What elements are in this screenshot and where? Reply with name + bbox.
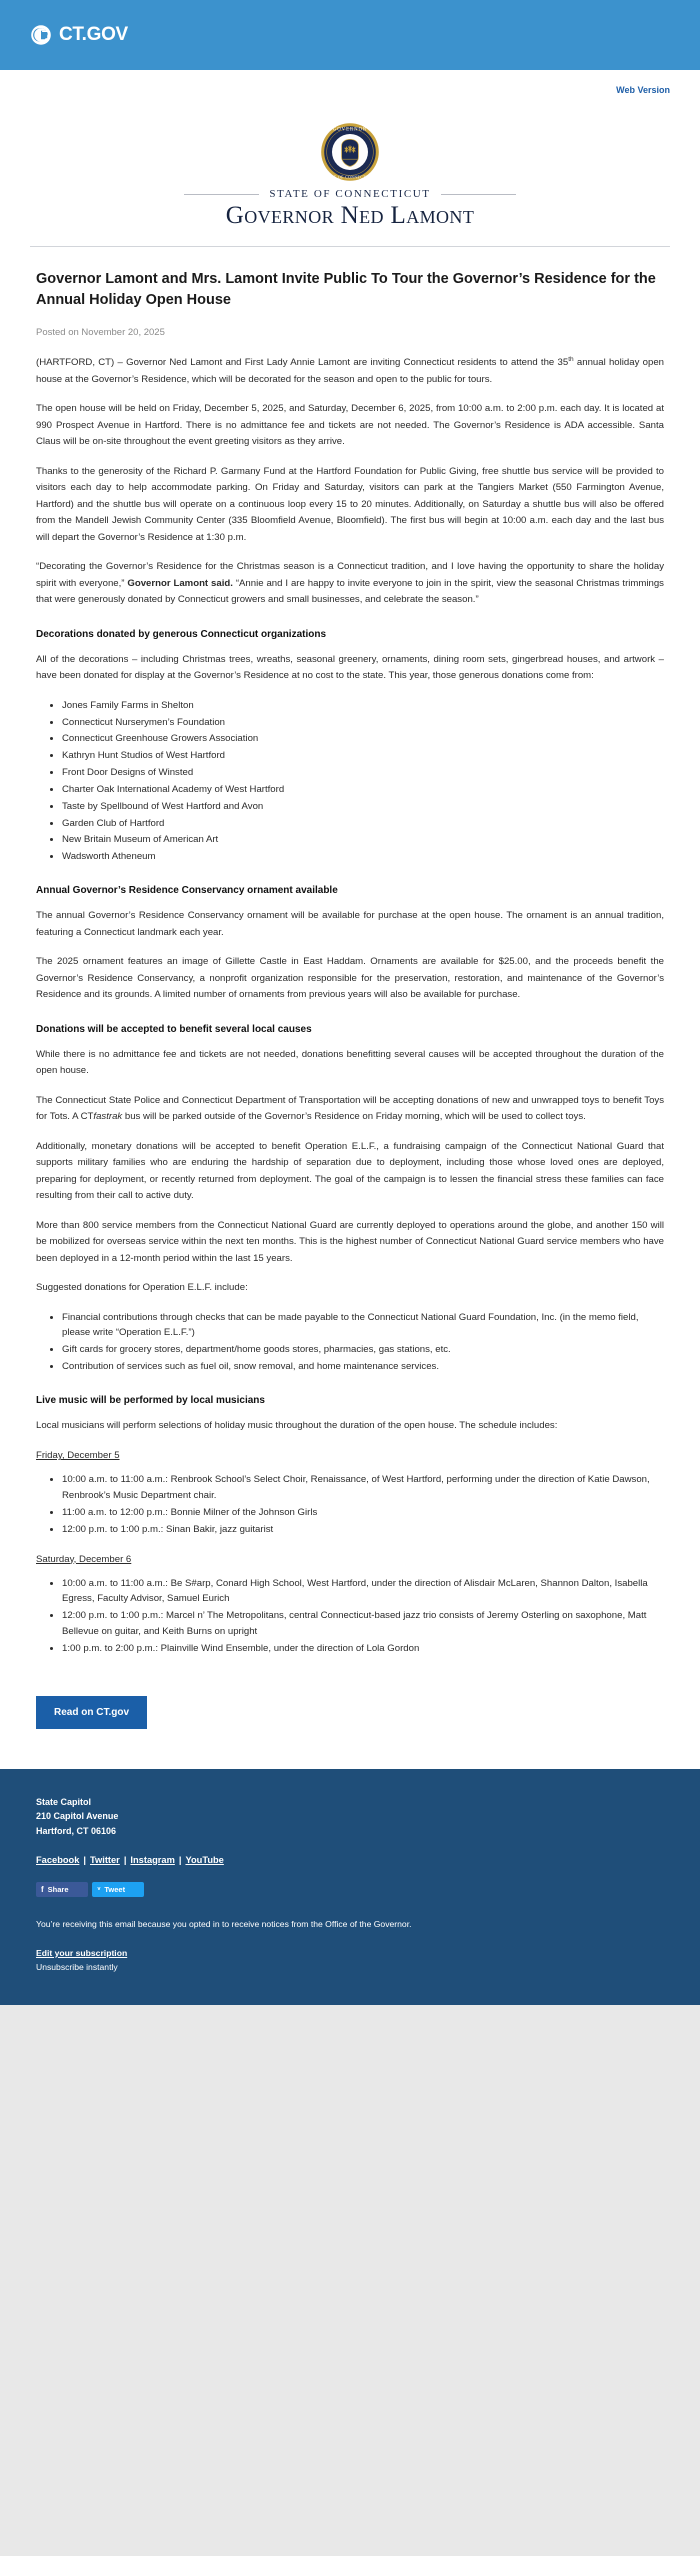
twitter-share-button[interactable] bbox=[92, 1882, 144, 1897]
rule-right bbox=[441, 194, 516, 195]
list-item: • Kathryn Hunt Studios of West Hartford bbox=[62, 748, 664, 764]
list-item: • Jones Family Farms in Shelton bbox=[62, 698, 664, 714]
address-line-3: Hartford, CT 06106 bbox=[36, 1825, 117, 1836]
facebook-icon: f bbox=[41, 1884, 44, 1894]
posted-date: Posted on November 20, 2025 bbox=[36, 327, 165, 339]
svg-text:GOVERNOR: GOVERNOR bbox=[332, 127, 368, 133]
separator-3: | bbox=[178, 1854, 182, 1865]
read-on-ctgov-button[interactable]: Read on CT.gov bbox=[36, 1696, 147, 1729]
footer-address bbox=[36, 1795, 664, 1839]
state-label: STATE OF CONNECTICUT bbox=[269, 188, 431, 200]
governor-name: Governor Ned Lamont bbox=[225, 202, 475, 229]
paragraph-decorations: All of the decorations – including Christmas trees, wreaths, seasonal greenery, ornaments, dining room sets, gingerbread houses, and artwork – have been donated for display at the Governor’s Residence at no cost to the state. This year, those generous donations come from: bbox=[36, 653, 664, 682]
quote-part-a: “Decorating the Governor’s Residence for the Christmas season is a Connecticut tradition, and I love having the opportunity to share the holiday spirit with everyone,” bbox=[36, 561, 664, 589]
footer-social-links bbox=[36, 1855, 664, 1865]
footer-subscription-links bbox=[36, 1946, 664, 1975]
paragraph-quote bbox=[36, 559, 664, 609]
facebook-share-label: Share bbox=[47, 1885, 69, 1894]
elf-donation-list bbox=[36, 1310, 664, 1375]
donor-list bbox=[36, 698, 664, 865]
youtube-link[interactable]: YouTube bbox=[185, 1854, 224, 1865]
ctgov-logo[interactable] bbox=[30, 24, 128, 46]
footer-notice: You’re receiving this email because you opted in to receive notices from the Office of the Governor. bbox=[36, 1919, 412, 1929]
list-item: • Taste by Spellbound of West Hartford and Avon bbox=[62, 799, 664, 815]
list-item: • Contribution of services such as fuel oil, snow removal, and home maintenance services. bbox=[62, 1359, 664, 1375]
paragraph-elf-intro: Suggested donations for Operation E.L.F. include: bbox=[36, 1282, 248, 1293]
state-seal-icon bbox=[320, 122, 380, 182]
list-item: • New Britain Museum of American Art bbox=[62, 832, 664, 848]
list-item: • Garden Club of Hartford bbox=[62, 816, 664, 832]
list-item: • Front Door Designs of Winsted bbox=[62, 765, 664, 781]
address-line-2: 210 Capitol Avenue bbox=[36, 1811, 119, 1822]
separator-1: | bbox=[83, 1854, 87, 1865]
masthead bbox=[0, 102, 700, 247]
paragraph-intro bbox=[36, 354, 664, 388]
p1-part-a: (HARTFORD, CT) – Governor Ned Lamont and First Lady Annie Lamont are inviting Connecticut residents to attend the 35 bbox=[36, 357, 569, 369]
svg-text:STATE OF CONNECTICUT: STATE OF CONNECTICUT bbox=[323, 175, 377, 180]
rule-left bbox=[184, 194, 259, 195]
paragraph-shuttle: Thanks to the generosity of the Richard P. Garmany Fund at the Hartford Foundation for Public Giving, free shuttle bus service will be provided to visitors each day to help accommodate parking. On Friday and Saturday, visitors can park at the Tangiers Market (550 Farmington Avenue, Hartford) and the shuttle bus will operate on a continuous loop every 15 to 20 minutes. Additionally, on Saturday a shuttle bus will also be offered from the Mandell Jewish Community Center (335 Bloomfield Avenue, Bloomfield). The first bus will begin at 10:00 a.m. each day and the last bus will depart the Governor’s Residence at 1:30 p.m. bbox=[36, 465, 664, 543]
list-item: • Connecticut Greenhouse Growers Association bbox=[62, 731, 664, 747]
separator-2: | bbox=[123, 1854, 127, 1865]
web-version-row bbox=[0, 70, 700, 102]
list-item: • Financial contributions through checks that can be made payable to the Connecticut National Guard Foundation, Inc. (in the memo field, please write “Operation E.L.F.”) bbox=[62, 1310, 664, 1342]
quote-part-b: “Annie and I are happy to invite everyone to join in the spirit, view the seasonal Christmas trimmings that were generously donated by Connecticut growers and small businesses, and celebrate the season.” bbox=[36, 577, 664, 606]
p8-part-b: bus will be parked outside of the Governor’s Residence on Friday morning, which will be used to collect toys. bbox=[122, 1111, 586, 1122]
paragraph-toys-for-tots bbox=[36, 1093, 664, 1126]
quote-attribution: Governor Lamont said. bbox=[127, 577, 233, 589]
ctgov-logo-text: CT.GOV bbox=[59, 24, 128, 45]
list-item: • 1:00 p.m. to 2:00 p.m.: Plainville Wind Ensemble, under the direction of Lola Gordon bbox=[62, 1641, 664, 1657]
paragraph-live-music: Local musicians will perform selections of holiday music throughout the duration of the open house. The schedule includes: bbox=[36, 1419, 558, 1431]
schedule-day-saturday: Saturday, December 6 bbox=[36, 1553, 132, 1565]
ct-logo-icon bbox=[30, 24, 52, 46]
subheading-ornament: Annual Governor’s Residence Conservancy ornament available bbox=[36, 885, 338, 896]
list-item: • 10:00 a.m. to 11:00 a.m.: Be S#arp, Conard High School, West Hartford, under the direction of Alisdair McLaren, Shannon Dalton, Isabella Egress, Faculty Advisor, Samuel Eurich bbox=[62, 1576, 664, 1608]
p1-part-b: annual holiday open house at the Governor’s Residence, which will be decorated for the season and open to the public for tours. bbox=[36, 357, 664, 385]
facebook-link[interactable]: Facebook bbox=[36, 1854, 80, 1865]
web-version-link[interactable]: Web Version bbox=[616, 85, 670, 95]
list-item: • Wadsworth Atheneum bbox=[62, 849, 664, 865]
edit-subscription-link[interactable]: Edit your subscription bbox=[36, 1947, 128, 1958]
instagram-link[interactable]: Instagram bbox=[130, 1854, 175, 1865]
list-item: • Connecticut Nurserymen’s Foundation bbox=[62, 715, 664, 731]
list-item: • 11:00 a.m. to 12:00 p.m.: Bonnie Milner of the Johnson Girls bbox=[62, 1505, 664, 1521]
paragraph-openhouse-details: The open house will be held on Friday, December 5, 2025, and Saturday, December 6, 2025, from 10:00 a.m. to 2:00 p.m. each day. It is located at 990 Prospect Avenue in Hartford. There is no admittance fee and tickets are not needed. The Governor’s Residence is ADA accessible. Santa Claus will be on-site throughout the event greeting visitors as they arrive. bbox=[36, 403, 664, 448]
article bbox=[0, 247, 700, 1657]
twitter-link[interactable]: Twitter bbox=[90, 1854, 120, 1865]
cta-container bbox=[0, 1670, 700, 1729]
paragraph-ornament-2: The 2025 ornament features an image of Gillette Castle in East Haddam. Ornaments are available for $25.00, and the proceeds benefit the Governor’s Residence Conservancy, a nonprofit organization responsible for the preservation, restoration, and maintenance of the Governor’s Residence and its grounds. A limited number of ornaments from previous years will also be available for purchase. bbox=[36, 956, 664, 1000]
subheading-donations: Donations will be accepted to benefit several local causes bbox=[36, 1023, 312, 1035]
paragraph-ornament-1: The annual Governor’s Residence Conservancy ornament will be available for purchase at the open house. The ornament is an annual tradition, featuring a Connecticut landmark each year. bbox=[36, 910, 664, 938]
top-brand-bar bbox=[0, 0, 700, 70]
saturday-schedule-list bbox=[36, 1576, 664, 1657]
page-title: Governor Lamont and Mrs. Lamont Invite Public To Tour the Governor’s Residence for the Annual Holiday Open House bbox=[36, 271, 656, 309]
state-of-connecticut-line bbox=[30, 188, 670, 200]
share-buttons bbox=[36, 1879, 664, 1901]
paragraph-operation-elf: Additionally, monetary donations will be accepted to benefit Operation E.L.F., a fundraising campaign of the Connecticut National Guard that supports military families who are enduring the hardship of separation due to deployment, including those whose loved ones are deployed, preparing for deployment, or recently returned from deployment. The goal of the campaign is to lessen the financial stress these families can face resulting from their call to active duty. bbox=[36, 1140, 664, 1201]
ctfastrak-brand: fastrak bbox=[93, 1111, 123, 1122]
friday-schedule-list bbox=[36, 1472, 664, 1537]
list-item: • 12:00 p.m. to 1:00 p.m.: Sinan Bakir, jazz guitarist bbox=[62, 1522, 664, 1538]
unsubscribe-link[interactable]: Unsubscribe instantly bbox=[36, 1962, 118, 1973]
list-item: • 12:00 p.m. to 1:00 p.m.: Marcel n’ The Metropolitans, central Connecticut-based jazz trio consists of Jeremy Osterling on saxophone, Matt Bellevue on guitar, and Keith Burns on upright bbox=[62, 1608, 664, 1640]
email-body-card bbox=[0, 70, 700, 1769]
address-line-1: State Capitol bbox=[36, 1796, 92, 1807]
twitter-icon: ᵛ bbox=[97, 1884, 101, 1894]
twitter-share-label: Tweet bbox=[104, 1885, 126, 1894]
list-item: • Charter Oak International Academy of West Hartford bbox=[62, 782, 664, 798]
paragraph-donations-1: While there is no admittance fee and tickets are not needed, donations benefitting several causes will be accepted throughout the duration of the open house. bbox=[36, 1048, 664, 1076]
email-footer bbox=[0, 1769, 700, 2005]
paragraph-national-guard: More than 800 service members from the Connecticut National Guard are currently deployed to operations around the globe, and another 150 will be mobilized for overseas service within the next ten months. This is the highest number of Connecticut National Guard service members who have been deployed in a 12-month period within the last 15 years. bbox=[36, 1219, 664, 1264]
subheading-live-music: Live music will be performed by local musicians bbox=[36, 1394, 265, 1406]
schedule-day-friday: Friday, December 5 bbox=[36, 1450, 120, 1462]
list-item: • Gift cards for grocery stores, department/home goods stores, pharmacies, gas stations, etc. bbox=[62, 1342, 664, 1358]
list-item: • 10:00 a.m. to 11:00 a.m.: Renbrook School’s Select Choir, Renaissance, of West Hartford, performing under the direction of Katie Dawson, Renbrook’s Music Department chair. bbox=[62, 1472, 664, 1504]
facebook-share-button[interactable] bbox=[36, 1882, 88, 1897]
subheading-decorations: Decorations donated by generous Connecticut organizations bbox=[36, 628, 327, 640]
p8-part-a: The Connecticut State Police and Connecticut Department of Transportation will be accepting donations of new and unwrapped toys to benefit Toys for Tots. A CT bbox=[36, 1094, 664, 1122]
p1-ordinal-suffix: th bbox=[568, 356, 574, 364]
